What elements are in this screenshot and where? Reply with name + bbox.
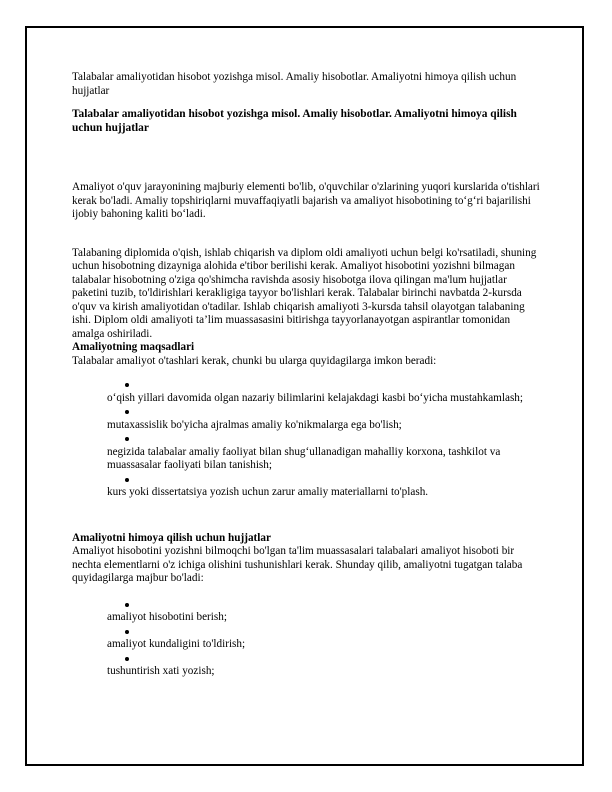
- section-goals-intro: Talabalar amaliyot o'tashlari kerak, chunki bu ularga quyidagilarga imkon beradi:: [72, 354, 437, 367]
- list-item: [107, 473, 544, 500]
- list-item: [107, 378, 544, 405]
- bullet-icon: [107, 652, 544, 666]
- bullet-icon: [107, 432, 544, 446]
- bullet-icon: [107, 378, 544, 392]
- section-documents-heading: Amaliyotni himoya qilish uchun hujjatlar: [72, 531, 271, 544]
- list-item-text: amaliyot hisobotini berish;: [107, 611, 227, 623]
- bullet-icon: [107, 405, 544, 419]
- list-item-text: o‘qish yillari davomida olgan nazariy bilimlarini kelajakdagi kasbi bo‘yicha mustahkamlash;: [107, 391, 524, 404]
- document-title: Talabalar amaliyotidan hisobot yozishga misol. Amaliy hisobotlar. Amaliyotni himoya qilish uchun hujjatlar: [72, 71, 517, 97]
- paragraph-intro: Amaliyot o'quv jarayonining majburiy elementi bo'lib, o'quvchilar o'zlarining yuqori kurslarida o'tishlari kerak bo'ladi. Amaliy topshiriqlarni muvaffaqiyatli bajarish va amaliyot hisobotining to‘g‘ri bajarilishi ijobiy bahoning kaliti bo‘ladi.: [72, 181, 540, 220]
- goals-list: [72, 378, 544, 500]
- bullet-icon: [107, 598, 544, 612]
- paragraph-diploma: Talabaning diplomida o'qish, ishlab chiqarish va diplom oldi amaliyoti uchun belgi ko'rsatiladi, shuning uchun hisobotning dizayniga alohida e'tibor berilishi kerak. Amaliyot hisobotini yozishni bilmagan talabalar hisobotning o'ziga qo'shimcha ravishda asosiy hisobotga ilova qilingan ma'lum hujjatlar paketini tuzib, to'ldirishlari kerakligiga tayyor bo'lishlari kerak. Talabalar birinchi navbatda 2-kursda o'quv va kirish amaliyotidan o'tadilar. Ishlab chiqarish amaliyoti 3-kursda tahsil olayotgan talabaning ishi. Diplom oldi amaliyoti ta’lim muassasasini bitirishga tayyorlanayotgan aspirantlar tomonidan amalga oshiriladi.: [72, 246, 537, 340]
- list-item: [107, 625, 544, 652]
- bullet-icon: [107, 473, 544, 487]
- documents-list: [72, 598, 544, 679]
- list-item: [107, 652, 544, 679]
- list-item-text: tushuntirish xati yozish;: [107, 665, 215, 677]
- list-item: [107, 405, 544, 432]
- list-item-text: mutaxassislik bo'yicha ajralmas amaliy ko'nikmalarga ega bo'lish;: [107, 418, 402, 431]
- section-documents-intro: Amaliyot hisobotini yozishni bilmoqchi bo'lgan ta'lim muassasalari talabalari amaliyot hisoboti bir nechta elementlarni o'z ichiga olishini tushunishlari kerak. Shunday qilib, amaliyotni tugatgan talaba quyidagilarga majbur bo'ladi:: [72, 545, 523, 584]
- section-goals-heading: Amaliyotning maqsadlari: [72, 341, 195, 353]
- list-item: [107, 432, 544, 473]
- document-heading: Talabalar amaliyotidan hisobot yozishga misol. Amaliy hisobotlar. Amaliyotni himoya qilish uchun hujjatlar: [72, 108, 517, 134]
- list-item-text: amaliyot kundaligini to'ldirish;: [107, 638, 246, 650]
- document-body: [72, 71, 544, 679]
- list-item: [107, 598, 544, 625]
- bullet-icon: [107, 625, 544, 639]
- list-item-text: kurs yoki dissertatsiya yozish uchun zarur amaliy materiallarni to'plash.: [107, 486, 429, 498]
- list-item-text: negizida talabalar amaliy faoliyat bilan shug‘ullanadigan mahalliy korxona, tashkilot va muassasalar faoliyati bilan tanishish;: [107, 445, 501, 471]
